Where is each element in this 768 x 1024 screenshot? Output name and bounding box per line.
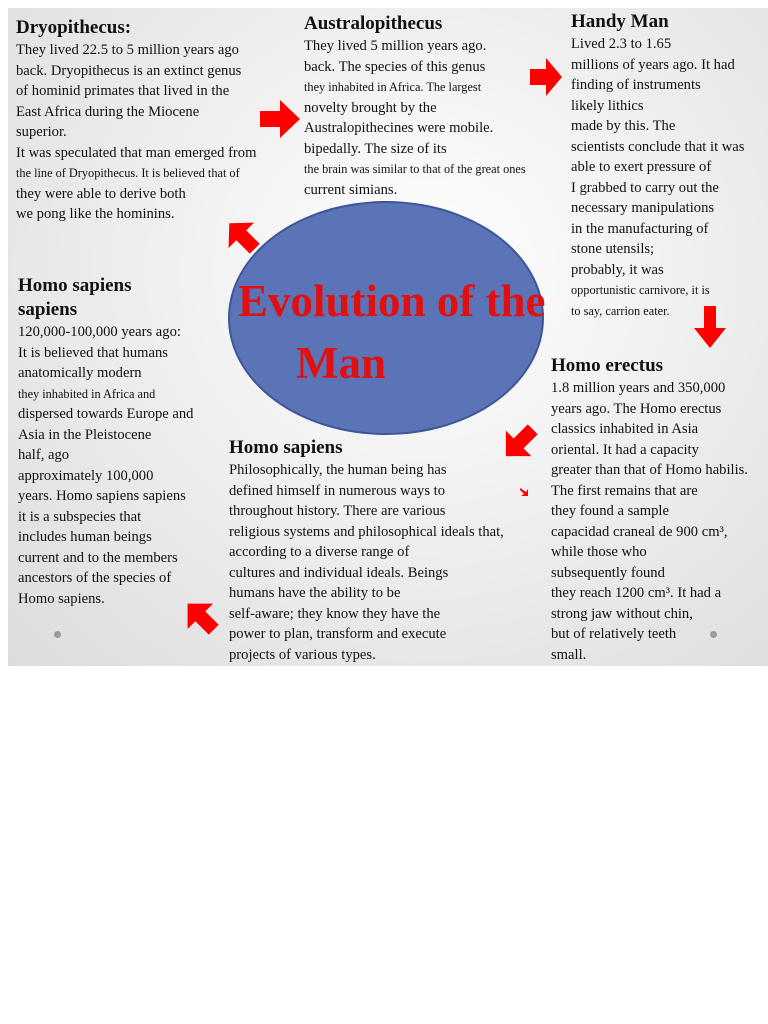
homo-erectus-text: strong jaw without chin, (551, 605, 693, 622)
homo-erectus-heading: Homo erectus (551, 355, 664, 376)
homo-sapiens-sapiens-text: includes human beings (18, 529, 152, 545)
homo-sapiens-text: cultures and individual ideals. Beings (229, 564, 449, 581)
homo-sapiens-sapiens-text: approximately 100,000 (18, 467, 154, 484)
homo-sapiens-sapiens-text: dispersed towards Europe and (18, 406, 194, 422)
homo-erectus-text: while those who (551, 544, 647, 560)
homo-sapiens-sapiens-text: It is believed that humans (18, 344, 168, 361)
handy-man-section (571, 10, 761, 321)
dryopithecus-text: They lived 22.5 to 5 million years ago (16, 42, 239, 58)
homo-sapiens-sapiens-text: it is a subspecies that (18, 508, 142, 525)
handy-man-text: scientists conclude that it was (571, 138, 745, 155)
homo-erectus-text: but of relatively teeth (551, 626, 677, 642)
homo-sapiens-section (229, 436, 519, 665)
center-title-line: Man (296, 338, 386, 388)
australopithecus-text: they inhabited in Africa. The largest (304, 80, 482, 94)
dryopithecus-heading: Dryopithecus: (16, 17, 132, 38)
australopithecus-text: novelty brought by the (304, 99, 437, 116)
homo-erectus-text: they reach 1200 cm³. It had a (551, 585, 722, 601)
homo-sapiens-text: projects of various types. (229, 646, 376, 663)
evolution-slide (8, 8, 768, 666)
heading-line: sapiens (18, 299, 78, 320)
homo-sapiens-sapiens-section (18, 274, 218, 609)
homo-erectus-text: small. (551, 646, 587, 663)
australopithecus-section (304, 12, 544, 200)
australopithecus-text: current simians. (304, 181, 398, 198)
handy-man-text: in the manufacturing of (571, 220, 709, 237)
arrow-up-left-icon (180, 596, 222, 638)
homo-erectus-text: subsequently found (551, 564, 665, 581)
handy-man-text: able to exert pressure of (571, 159, 712, 175)
homo-sapiens-sapiens-text: anatomically modern (18, 365, 142, 381)
homo-erectus-text: oriental. It had a capacity (551, 441, 699, 458)
handy-man-text: millions of years ago. It had (571, 56, 735, 73)
handy-man-text: probably, it was (571, 261, 664, 278)
decorative-dot (710, 631, 717, 638)
homo-sapiens-sapiens-text: 120,000-100,000 years ago: (18, 324, 181, 340)
australopithecus-text: They lived 5 million years ago. (304, 38, 487, 54)
decorative-dot (54, 631, 61, 638)
handy-man-text: made by this. The (571, 118, 676, 134)
homo-sapiens-text: defined himself in numerous ways to (229, 482, 446, 499)
dryopithecus-text: the line of Dryopithecus. It is believed that of (16, 166, 240, 180)
heading-line: Homo sapiens (18, 275, 132, 296)
australopithecus-text: Australopithecines were mobile. (304, 120, 494, 136)
homo-sapiens-text: Philosophically, the human being has (229, 462, 447, 478)
homo-erectus-text: classics inhabited in Asia (551, 421, 699, 437)
dryopithecus-text: we pong like the hominins. (16, 206, 175, 222)
arrow-down-icon (694, 306, 726, 348)
center-title (230, 270, 546, 394)
handy-man-text: opportunistic carnivore, it is (571, 283, 710, 297)
handy-man-text: I grabbed to carry out the (571, 179, 719, 196)
homo-sapiens-text: throughout history. There are various (229, 503, 446, 519)
homo-sapiens-sapiens-text: ancestors of the species of (18, 570, 172, 586)
dryopithecus-text: they were able to derive both (16, 185, 186, 202)
dryopithecus-text: back. Dryopithecus is an extinct genus (16, 62, 242, 79)
homo-sapiens-sapiens-text: they inhabited in Africa and (18, 386, 156, 401)
australopithecus-heading: Australopithecus (304, 13, 443, 34)
homo-erectus-text: capacidad craneal de 900 cm³, (551, 523, 728, 540)
homo-sapiens-sapiens-text: current and to the members (18, 549, 178, 566)
handy-man-text: likely lithics (571, 97, 644, 114)
arrow-up-left-icon (222, 216, 262, 256)
handy-man-text: to say, carrion eater. (571, 303, 670, 318)
handy-man-text: Lived 2.3 to 1.65 (571, 36, 672, 52)
homo-sapiens-heading: Homo sapiens (229, 437, 343, 458)
handy-man-text: necessary manipulations (571, 200, 715, 216)
arrow-right-icon (260, 100, 300, 138)
homo-sapiens-sapiens-heading (18, 274, 218, 322)
homo-sapiens-sapiens-text: years. Homo sapiens sapiens (18, 488, 186, 504)
dryopithecus-text: superior. (16, 124, 67, 140)
center-title-line: Evolution of the (238, 276, 546, 326)
australopithecus-text: the brain was similar to that of the great ones (304, 162, 526, 176)
homo-sapiens-sapiens-text: Asia in the Pleistocene (18, 426, 152, 443)
homo-erectus-text: years ago. The Homo erectus (551, 400, 722, 417)
homo-erectus-text: greater than that of Homo habilis. (551, 462, 748, 478)
small-arrow-icon (520, 486, 530, 496)
dryopithecus-text: East Africa during the Miocene (16, 103, 200, 120)
handy-man-text: stone utensils; (571, 241, 655, 257)
arrow-right-icon (530, 58, 562, 96)
dryopithecus-text: It was speculated that man emerged from (16, 144, 257, 161)
homo-sapiens-text: power to plan, transform and execute (229, 626, 447, 642)
australopithecus-text: bipedally. The size of its (304, 140, 447, 157)
homo-sapiens-text: according to a diverse range of (229, 544, 410, 560)
arrow-down-left-icon (498, 420, 542, 464)
homo-sapiens-text: self-aware; they know they have the (229, 605, 441, 622)
homo-sapiens-sapiens-text: half, ago (18, 447, 70, 463)
australopithecus-text: back. The species of this genus (304, 58, 486, 75)
homo-erectus-text: The first remains that are (551, 482, 698, 499)
homo-erectus-section (551, 354, 761, 665)
homo-sapiens-sapiens-text: Homo sapiens. (18, 590, 105, 607)
handy-man-heading: Handy Man (571, 11, 669, 32)
homo-erectus-text: they found a sample (551, 503, 669, 519)
dryopithecus-section (16, 16, 276, 225)
homo-sapiens-text: religious systems and philosophical ideals that, (229, 523, 504, 540)
homo-erectus-text: 1.8 million years and 350,000 (551, 380, 726, 396)
dryopithecus-text: of hominid primates that lived in the (16, 83, 230, 99)
handy-man-text: finding of instruments (571, 77, 701, 93)
homo-sapiens-text: humans have the ability to be (229, 585, 401, 601)
